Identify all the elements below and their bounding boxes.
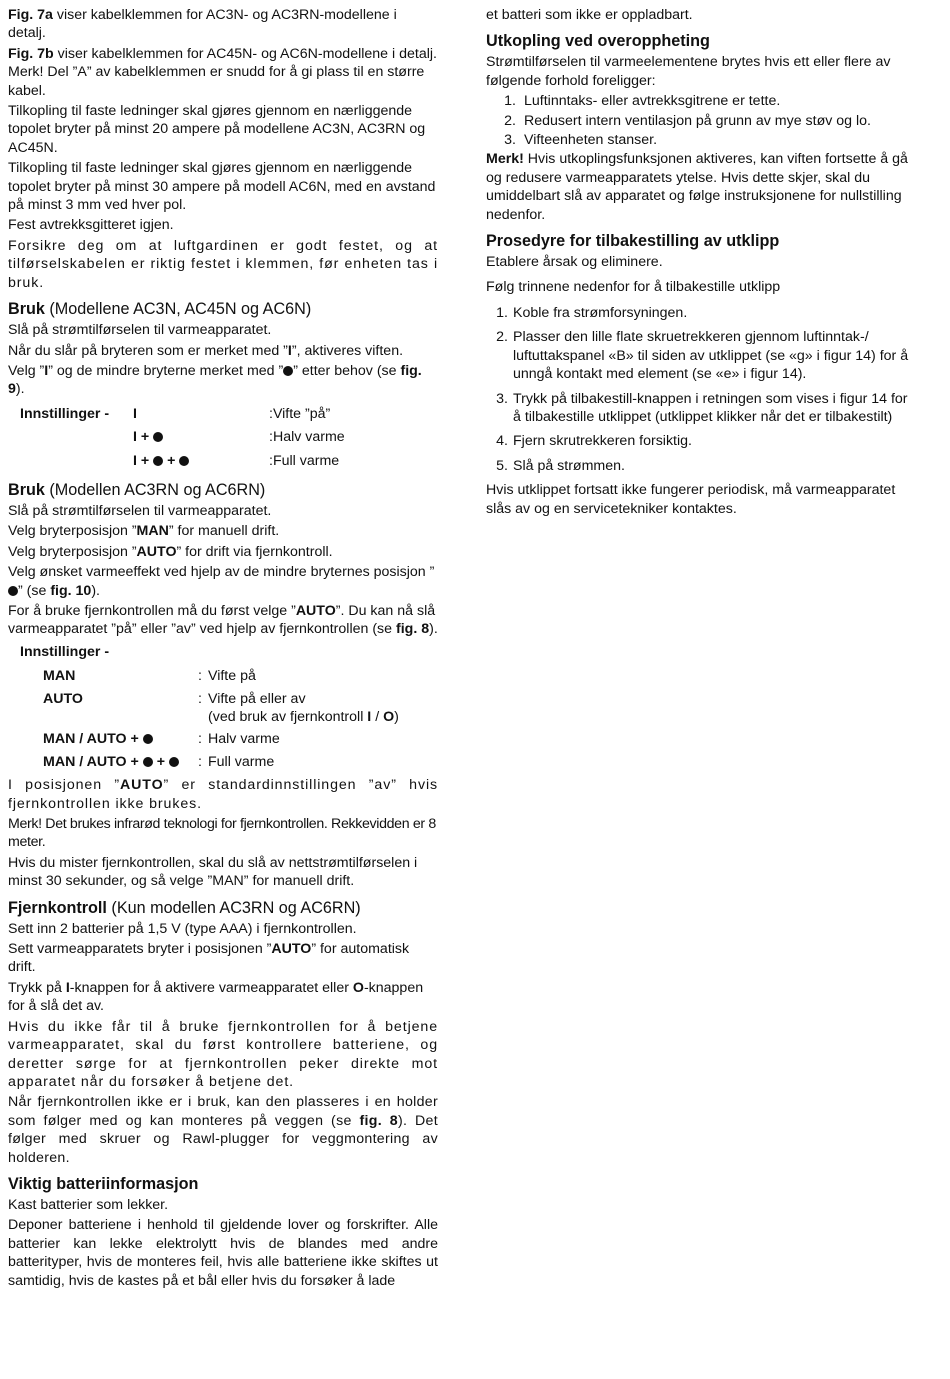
paragraph-auto-default: I posisjonen ”AUTO” er standardinnstillingen ”av” hvis fjernkontrollen ikke brukes. [8, 777, 438, 812]
paragraph-holder: Når fjernkontrollen ikke er i bruk, kan den plasseres i en holder som følger med og kan monteres på veggen (se fig. 8). Det følger med skruer og Rawl-plugger for veggmontering av holderen. [8, 1094, 438, 1166]
heat-dot-icon [283, 366, 293, 376]
paragraph-select-switches: Velg ”I” og de mindre bryterne merket med ” ” etter behov (se fig. 9). [8, 362, 422, 398]
settings-table-ac3n [20, 405, 438, 470]
setting-key: MAN / AUTO + [43, 730, 198, 748]
paragraph-leaking: Kast batterier som lekker. [8, 1196, 169, 1213]
setting-value: :Vifte ”på” [269, 405, 331, 422]
heading-bruk-ac3rn: Bruk (Modellen AC3RN og AC6RN) [8, 480, 266, 499]
list-item: 5. Slå på strømmen. [496, 457, 625, 474]
setting-value: Vifte på eller av (ved bruk av fjernkontroll I / O) [208, 690, 399, 725]
paragraph-batteries: Sett inn 2 batterier på 1,5 V (type AAA) i fjernkontrollen. [8, 920, 357, 937]
settings-label: Innstillinger - [20, 405, 110, 422]
paragraph-reset-steps-intro: Følg trinnene nedenfor for å tilbakestille utklipp [486, 279, 781, 296]
heat-dot-icon [143, 757, 153, 767]
setting-value: Halv varme [208, 731, 280, 748]
heat-dot-icon [143, 734, 153, 744]
reset-steps-list [486, 304, 918, 475]
heat-dot-icon [153, 456, 163, 466]
heading-reset: Prosedyre for tilbakestilling av utklipp [486, 232, 780, 251]
list-item: 1. Luftinntaks- eller avtrekksgitrene er tette. [504, 93, 781, 110]
paragraph-buttons: Trykk på I-knappen for å aktivere varmeapparatet eller O-knappen for å slå det av. [8, 979, 424, 1015]
paragraph-switch-fan: Når du slår på bryteren som er merket med ”I”, aktiveres viften. [8, 342, 404, 359]
heat-dot-icon [153, 432, 163, 442]
paragraph-dispose: Deponer batteriene i henhold til gjeldende lover og forskrifter. Alle batterier kan lekke elektrolytt hvis de blandes med andre batterityper, hvis de monteres feil, hvis alle batteriene ikke skiftes ut samtidig, hvis de kastes på et bål eller hvis du forsøker å lade [8, 1217, 438, 1289]
paragraph-reset-cause: Etablere årsak og eliminere. [486, 254, 663, 271]
setting-key: MAN [43, 668, 76, 685]
list-item: 3. Trykk på tilbakestill-knappen i retningen som vises i figur 14 for å tilbakestille utklippet (utklippet klikker når det er tilbakestilt) [496, 390, 908, 425]
setting-value: :Full varme [269, 452, 340, 469]
paragraph-remote-usage: For å bruke fjernkontrollen må du først velge ”AUTO”. Du kan nå slå varmeapparatet ”på” eller ”av” ved hjelp av fjernkontrollen (se fig. 8). [8, 602, 438, 638]
setting-value: :Halv varme [269, 429, 345, 446]
heading-bruk-ac3n: Bruk (Modellene AC3N, AC45N og AC6N) [8, 300, 312, 319]
setting-symbol: I [133, 405, 137, 422]
paragraph-overheat-intro: Strømtilførselen til varmeelementene brytes hvis ett eller flere av følgende forhold foreligger: [486, 54, 891, 89]
list-item: 4. Fjern skrutrekkeren forsiktig. [496, 433, 692, 450]
paragraph-secure: Forsikre deg om at luftgardinen er godt festet, og at tilførselskabelen er riktig festet i klemmen, før enheten tas i bruk. [8, 237, 438, 291]
paragraph-auto-switch: Sett varmeapparatets bryter i posisjonen ”AUTO” for automatisk drift. [8, 941, 410, 976]
heading-overheat: Utkopling ved overoppheting [486, 32, 710, 51]
right-column [486, 6, 918, 520]
list-item: 2. Plasser den lille flate skruetrekkeren gjennom luftinntak-/ luftuttakspanel «B» til siden av utklippet (se «g» i figur 14) for å unngå kontakt med element (se «e» i figur 14). [496, 329, 909, 383]
paragraph-connection-30a: Tilkopling til faste ledninger skal gjøres gjennom en nærliggende topolet bryter på minst 30 ampere på modell AC6N, med en avstand på minst 3 mm ved hver pol. [8, 160, 436, 214]
paragraph-fig7a: Fig. 7a viser kabelklemmen for AC3N- og AC3RN-modellene i detalj. [8, 7, 397, 42]
setting-key: AUTO [43, 690, 83, 707]
list-item: 3. Vifteenheten stanser. [504, 132, 658, 149]
heading-fjernkontroll: Fjernkontroll (Kun modellen AC3RN og AC6RN) [8, 898, 361, 917]
setting-value: Full varme [208, 753, 275, 770]
heat-dot-icon [169, 757, 179, 767]
paragraph-connection-20a: Tilkopling til faste ledninger skal gjøres gjennom en nærliggende topolet bryter på minst 20 ampere på modellene AC3N, AC3RN og AC45N. [8, 103, 426, 156]
paragraph-heat-effect: Velg ønsket varmeeffekt ved hjelp av de mindre bryternes posisjon ”” (se fig. 10). [8, 564, 435, 599]
paragraph-power-on: Slå på strømtilførselen til varmeapparatet. [8, 502, 272, 519]
paragraph-troubleshoot: Hvis du ikke får til å bruke fjernkontrollen for å betjene varmeapparatet, skal du først kontrollere batteriene, og deretter sørge for at fjernkontrollen peker direkte mot apparatet når du forsøker å betjene det. [8, 1018, 438, 1090]
paragraph-refit-grid: Fest avtrekksgitteret igjen. [8, 217, 174, 234]
heading-battery-info: Viktig batteriinformasjon [8, 1174, 199, 1193]
heat-dot-icon [8, 586, 18, 596]
settings-table-ac3rn: Innstillinger - MAN : Vifte på AUTO : Vifte på eller av (ved bruk av fjernkontroll I / O) MAN / AUTO + : Halv varme MAN / AUTO + + : Full varme [20, 643, 438, 771]
paragraph-overheat-note: Merk! Hvis utkoplingsfunksjonen aktiveres, kan viften fortsette å gå og redusere varmeapparatets ytelse. Hvis dette skjer, skal du umiddelbart slå av apparatet og følge instruksjonene for nullstilling nedenfor. [486, 151, 908, 223]
paragraph-auto: Velg bryterposisjon ”AUTO” for drift via fjernkontroll. [8, 543, 333, 560]
paragraph-infrared: Merk! Det brukes infrarød teknologi for fjernkontrollen. Rekkevidden er 8 meter. [8, 816, 436, 851]
setting-key: MAN / AUTO + + [43, 753, 198, 771]
settings-label: Innstillinger - [20, 643, 110, 660]
heat-dot-icon [179, 456, 189, 466]
setting-value: Vifte på [208, 668, 256, 685]
left-column [8, 6, 438, 1292]
overheat-list [486, 92, 918, 149]
paragraph-fig7b: Fig. 7b viser kabelklemmen for AC45N- og AC6N-modellene i detalj. Merk! Del ”A” av kabelklemmen er snudd for å gi plass til en større kabel. [8, 45, 437, 99]
paragraph-power-on: Slå på strømtilførselen til varmeapparatet. [8, 322, 272, 339]
setting-symbol: I + + [133, 452, 269, 470]
list-item: 1. Koble fra strømforsyningen. [496, 304, 688, 321]
setting-symbol: I + [133, 428, 269, 446]
list-item: 2. Redusert intern ventilasjon på grunn av mye støv og lo. [504, 112, 871, 129]
paragraph-lost-remote: Hvis du mister fjernkontrollen, skal du slå av nettstrømtilførselen i minst 30 sekunder, og så velge ”MAN” for manuell drift. [8, 854, 418, 890]
paragraph-reset-service: Hvis utklippet fortsatt ikke fungerer periodisk, må varmeapparatet slås av og en servicetekniker kontaktes. [486, 482, 896, 517]
paragraph-man: Velg bryterposisjon ”MAN” for manuell drift. [8, 523, 280, 540]
paragraph-battery-cont: et batteri som ikke er oppladbart. [486, 7, 693, 23]
